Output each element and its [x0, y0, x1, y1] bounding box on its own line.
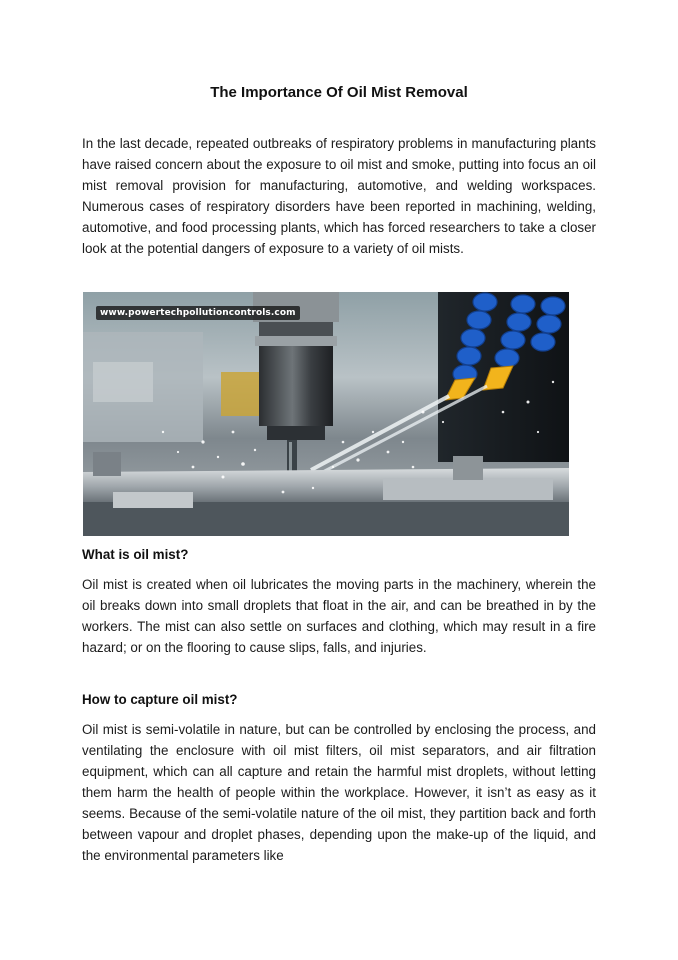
cnc-machining-photo	[83, 292, 569, 536]
image-watermark: www.powertechpollutioncontrols.com	[96, 306, 300, 320]
machining-illustration	[83, 292, 569, 536]
section-body-what-is-oil-mist: Oil mist is created when oil lubricates the moving parts in the machinery, wherein the oil breaks down into small droplets that float in the air, and can be breathed in by the workers. The mist can also settle on surfaces and clothing, which may result in a fire hazard; or on the flooring to cause slips, falls, and injuries.	[82, 577, 596, 655]
section-heading-what-is-oil-mist: What is oil mist?	[82, 547, 189, 562]
document-title: The Importance Of Oil Mist Removal	[210, 84, 468, 101]
section-heading-how-to-capture: How to capture oil mist?	[82, 692, 238, 707]
intro-paragraph: In the last decade, repeated outbreaks of respiratory problems in manufacturing plants have raised concern about the exposure to oil mist and smoke, putting into focus an oil mist removal provision for manufacturing, automotive, and welding workspaces. Numerous cases of respiratory disorders have been reported in machining, welding, automotive, and food processing plants, which has forced researchers to take a closer look at the potential dangers of exposure to a variety of oil mists.	[82, 136, 596, 256]
section-body-how-to-capture: Oil mist is semi-volatile in nature, but can be controlled by enclosing the process, and ventilating the enclosure with oil mist filters, oil mist separators, and air filtration equipment, which can all capture and retain the harmful mist droplets, without letting them harm the health of people within the workplace. However, it isn’t as easy as it seems. Because of the semi-volatile nature of the oil mist, they partition back and forth between vapour and droplet phases, depending upon the make-up of the liquid, and the environmental parameters like	[82, 722, 596, 863]
